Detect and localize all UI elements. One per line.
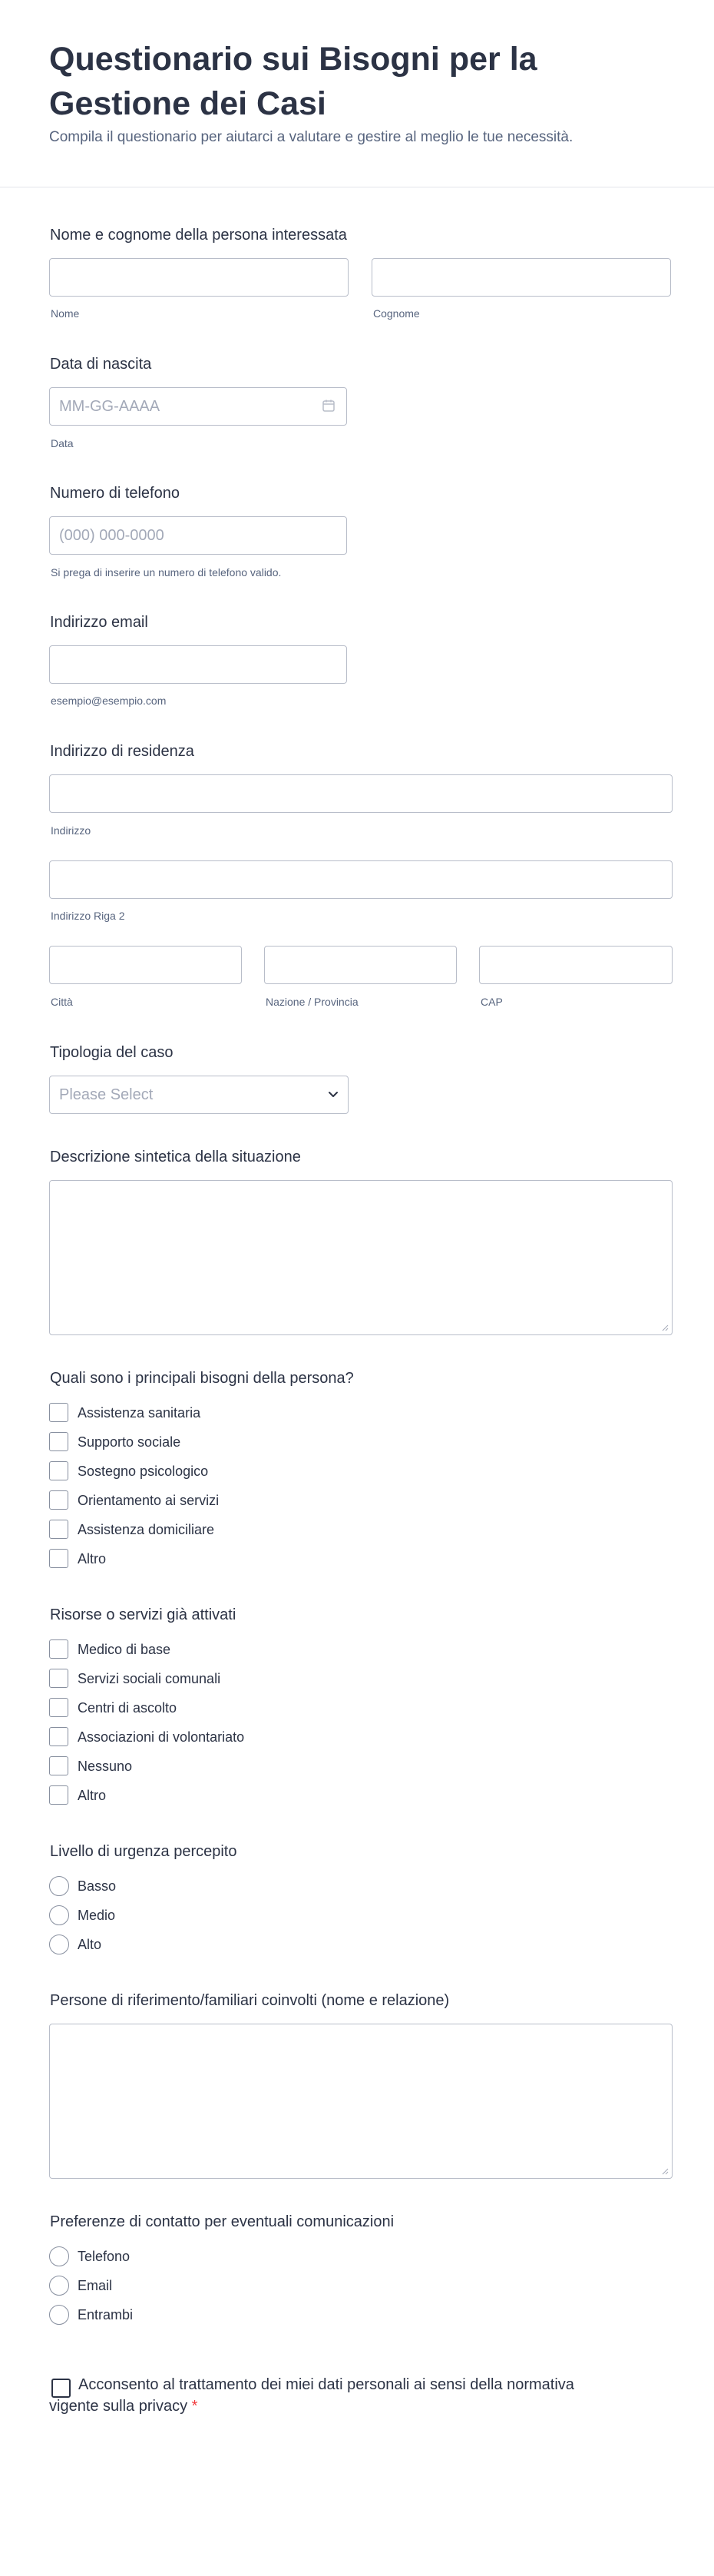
- email-input[interactable]: [49, 645, 347, 684]
- checkbox[interactable]: [49, 1639, 68, 1659]
- radio-button[interactable]: [49, 2305, 69, 2325]
- contacts-textarea[interactable]: [49, 2024, 673, 2179]
- radio-button[interactable]: [49, 1905, 69, 1925]
- first-name-input[interactable]: [49, 258, 349, 297]
- consent-label: Acconsento al trattamento dei miei dati personali ai sensi della normativa vigente sulla privacy *: [49, 2376, 574, 2415]
- case-type-placeholder: Please Select: [59, 1086, 154, 1103]
- city-input[interactable]: [49, 946, 242, 984]
- checkbox[interactable]: [49, 1669, 68, 1688]
- radio-button[interactable]: [49, 1876, 69, 1896]
- required-mark: *: [191, 2398, 198, 2415]
- email-label: Indirizzo email: [50, 614, 148, 631]
- zip-sublabel: CAP: [481, 996, 503, 1008]
- resize-handle-icon[interactable]: [661, 1324, 669, 1331]
- resize-handle-icon[interactable]: [661, 2167, 669, 2175]
- form-header: [0, 0, 714, 187]
- checkbox[interactable]: [49, 1432, 68, 1451]
- contact-pref-label: Preferenze di contatto per eventuali comunicazioni: [50, 2213, 395, 2230]
- resources-label: Risorse o servizi già attivati: [50, 1606, 236, 1623]
- chevron-down-icon: [326, 1088, 340, 1102]
- needs-label: Quali sono i principali bisogni della persona?: [50, 1370, 354, 1387]
- state-sublabel: Nazione / Provincia: [266, 996, 359, 1008]
- zip-input[interactable]: [479, 946, 673, 984]
- checkbox[interactable]: [49, 1698, 68, 1717]
- checkbox[interactable]: [49, 1461, 68, 1480]
- case-type-select[interactable]: [49, 1076, 349, 1114]
- contacts-label: Persone di riferimento/familiari coinvolti (nome e relazione): [50, 1992, 450, 2009]
- address-line1-sublabel: Indirizzo: [51, 824, 91, 837]
- phone-sublabel: Si prega di inserire un numero di telefono valido.: [51, 566, 282, 579]
- email-sublabel: esempio@esempio.com: [51, 695, 167, 707]
- address-line1-input[interactable]: [49, 774, 673, 813]
- radio-button[interactable]: [49, 2246, 69, 2266]
- checkbox[interactable]: [49, 1520, 68, 1539]
- last-name-sublabel: Cognome: [373, 307, 420, 320]
- address-line2-input[interactable]: [49, 860, 673, 899]
- checkbox[interactable]: [49, 1756, 68, 1775]
- checkbox[interactable]: [49, 1549, 68, 1568]
- last-name-input[interactable]: [372, 258, 671, 297]
- checkbox[interactable]: [49, 1785, 68, 1805]
- phone-label: Numero di telefono: [50, 485, 180, 502]
- first-name-sublabel: Nome: [51, 307, 80, 320]
- checkbox[interactable]: [49, 1727, 68, 1746]
- checkbox[interactable]: [49, 1490, 68, 1510]
- checkbox[interactable]: [49, 1403, 68, 1422]
- state-input[interactable]: [264, 946, 457, 984]
- city-sublabel: Città: [51, 996, 73, 1008]
- radio-button[interactable]: [49, 1934, 69, 1954]
- calendar-icon[interactable]: [321, 398, 336, 413]
- phone-input[interactable]: [49, 516, 347, 555]
- birth-date-sublabel: Data: [51, 437, 74, 449]
- address-label: Indirizzo di residenza: [50, 743, 194, 760]
- urgency-label: Livello di urgenza percepito: [50, 1843, 237, 1860]
- consent-checkbox[interactable]: [51, 2379, 71, 2398]
- address-line2-sublabel: Indirizzo Riga 2: [51, 910, 125, 922]
- radio-button[interactable]: [49, 2276, 69, 2296]
- case-type-label: Tipologia del caso: [50, 1044, 174, 1061]
- birth-date-label: Data di nascita: [50, 356, 152, 373]
- name-label: Nome e cognome della persona interessata: [50, 227, 347, 244]
- form-title: Questionario sui Bisogni per la Gestione dei Casi: [49, 41, 537, 122]
- form-subtitle: Compila il questionario per aiutarci a valutare e gestire al meglio le tue necessità.: [49, 129, 574, 145]
- description-textarea[interactable]: [49, 1180, 673, 1335]
- birth-date-input[interactable]: [49, 387, 347, 426]
- description-label: Descrizione sintetica della situazione: [50, 1149, 301, 1165]
